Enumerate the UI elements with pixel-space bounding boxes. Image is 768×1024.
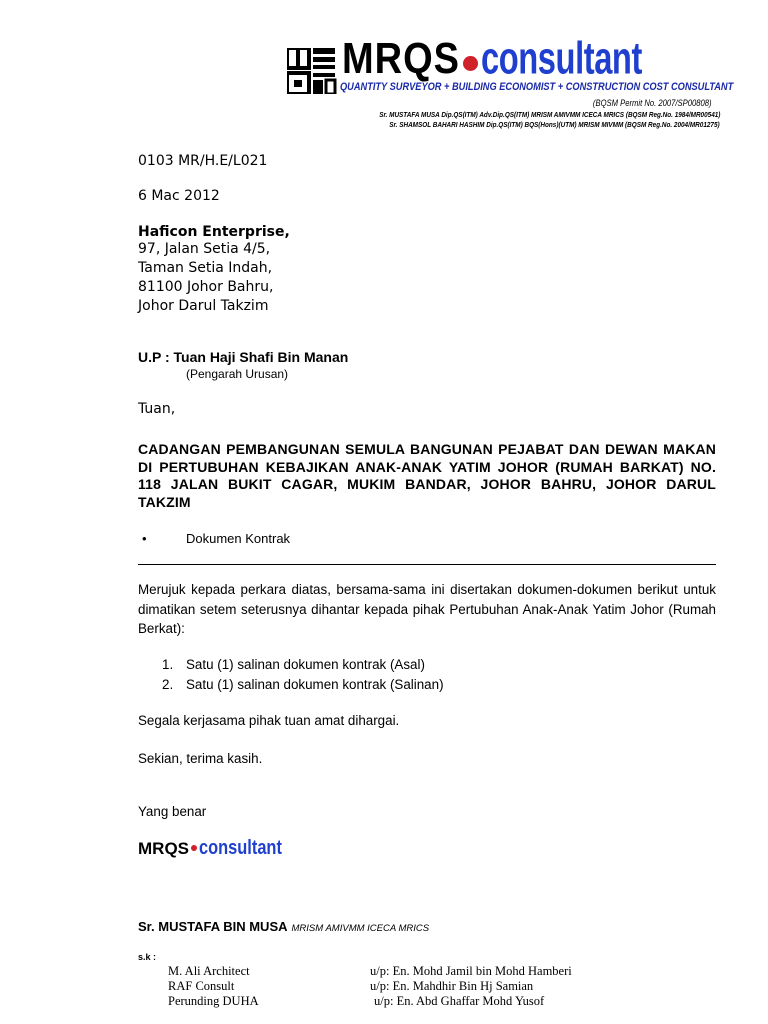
list-item-text: Satu (1) salinan dokumen kontrak (Asal) <box>186 657 425 672</box>
salutation: Tuan, <box>138 401 176 417</box>
signer-qualifications: MRISM AMIVMM ICECA MRICS <box>291 923 430 934</box>
address-line: 97, Jalan Setia 4/5, <box>138 241 271 257</box>
cc-org: RAF Consult <box>168 979 235 993</box>
attention-line: U.P : Tuan Haji Shafi Bin Manan <box>138 349 349 365</box>
cc-org: M. Ali Architect <box>168 964 250 978</box>
letter-date: 6 Mac 2012 <box>138 188 220 204</box>
attention-role: (Pengarah Urusan) <box>186 367 289 381</box>
address-line: Taman Setia Indah, <box>138 260 273 276</box>
partner-credentials-2: Sr. SHAMSOL BAHARI HASHIM Dip.QS(ITM) BQS(Hons)(UTM) MRISM MIVMM (BQSM Reg.No. 2004/MR01275) <box>389 120 720 129</box>
bullet-icon: • <box>142 531 147 546</box>
cc-attention: u/p: En. Abd Ghaffar Mohd Yusof <box>374 994 545 1008</box>
partner-credentials-1: Sr. MUSTAFA MUSA Dip.QS(ITM) Adv.Dip.QS(ITM) MRISM AMIVMM ICECA MRICS (BQSM Reg.No. 1984/MR00541) <box>378 110 720 119</box>
signature-mrqs-text: MRQS <box>138 839 189 858</box>
cc-attention: u/p: En. Mahdhir Bin Hj Samian <box>370 979 534 993</box>
signature-logo <box>138 838 300 858</box>
address-line: 81100 Johor Bahru, <box>138 279 274 295</box>
recipient-address <box>138 240 273 316</box>
signer-name: Sr. MUSTAFA BIN MUSA <box>138 919 288 934</box>
address-line: Johor Darul Takzim <box>138 298 269 314</box>
list-item-text: Satu (1) salinan dokumen kontrak (Salinan) <box>186 677 444 692</box>
permit-number: (BQSM Permit No. 2007/SP00808) <box>593 98 712 108</box>
subject-divider <box>138 564 716 565</box>
bullet-item: Dokumen Kontrak <box>186 531 291 546</box>
list-item-number: 1. <box>162 657 174 672</box>
list-item <box>162 677 444 692</box>
cc-label: s.k : <box>138 952 157 962</box>
cc-attention: u/p: En. Mohd Jamil bin Mohd Hamberi <box>370 964 572 978</box>
letterhead-tagline: QUANTITY SURVEYOR + BUILDING ECONOMIST + CONSTRUCTION COST CONSULTANT <box>340 81 734 93</box>
letter-reference: 0103 MR/H.E/L021 <box>138 153 268 169</box>
closing-line: Yang benar <box>138 804 207 819</box>
brand-consultant-text: consultant <box>481 33 642 85</box>
body-paragraph: Merujuk kepada perkara diatas, bersama-sama ini disertakan dokumen-dokumen berikut untuk dimatikan setem seterusnya dihantar kepada pihak Pertubuhan Anak-Anak Yatim Johor (Rumah Berkat): <box>138 582 716 637</box>
brand-mrqs-text: MRQS <box>342 34 460 84</box>
signature-consultant-text: consultant <box>199 837 282 859</box>
list-item <box>162 657 425 672</box>
thanks-line: Sekian, terima kasih. <box>138 751 263 766</box>
signer-block <box>138 918 429 936</box>
company-logo-icon <box>287 48 337 94</box>
recipient-company: Haficon Enterprise, <box>138 224 290 240</box>
appreciation-line: Segala kerjasama pihak tuan amat dihargai. <box>138 713 400 728</box>
letter-subject: CADANGAN PEMBANGUNAN SEMULA BANGUNAN PEJABAT DAN DEWAN MAKAN DI PERTUBUHAN KEBAJIKAN ANAK-ANAK YATIM JOHOR (RUMAH BARKAT) NO. 118 JALAN BUKIT CAGAR, MUKIM BANDAR, JOHOR BAHRU, JOHOR DARUL TAKZIM <box>138 441 716 510</box>
list-item-number: 2. <box>162 677 174 692</box>
brand-wordmark <box>342 33 668 85</box>
signature-red-dot <box>191 845 197 851</box>
cc-org: Perunding DUHA <box>168 994 259 1008</box>
brand-red-dot <box>463 56 478 71</box>
